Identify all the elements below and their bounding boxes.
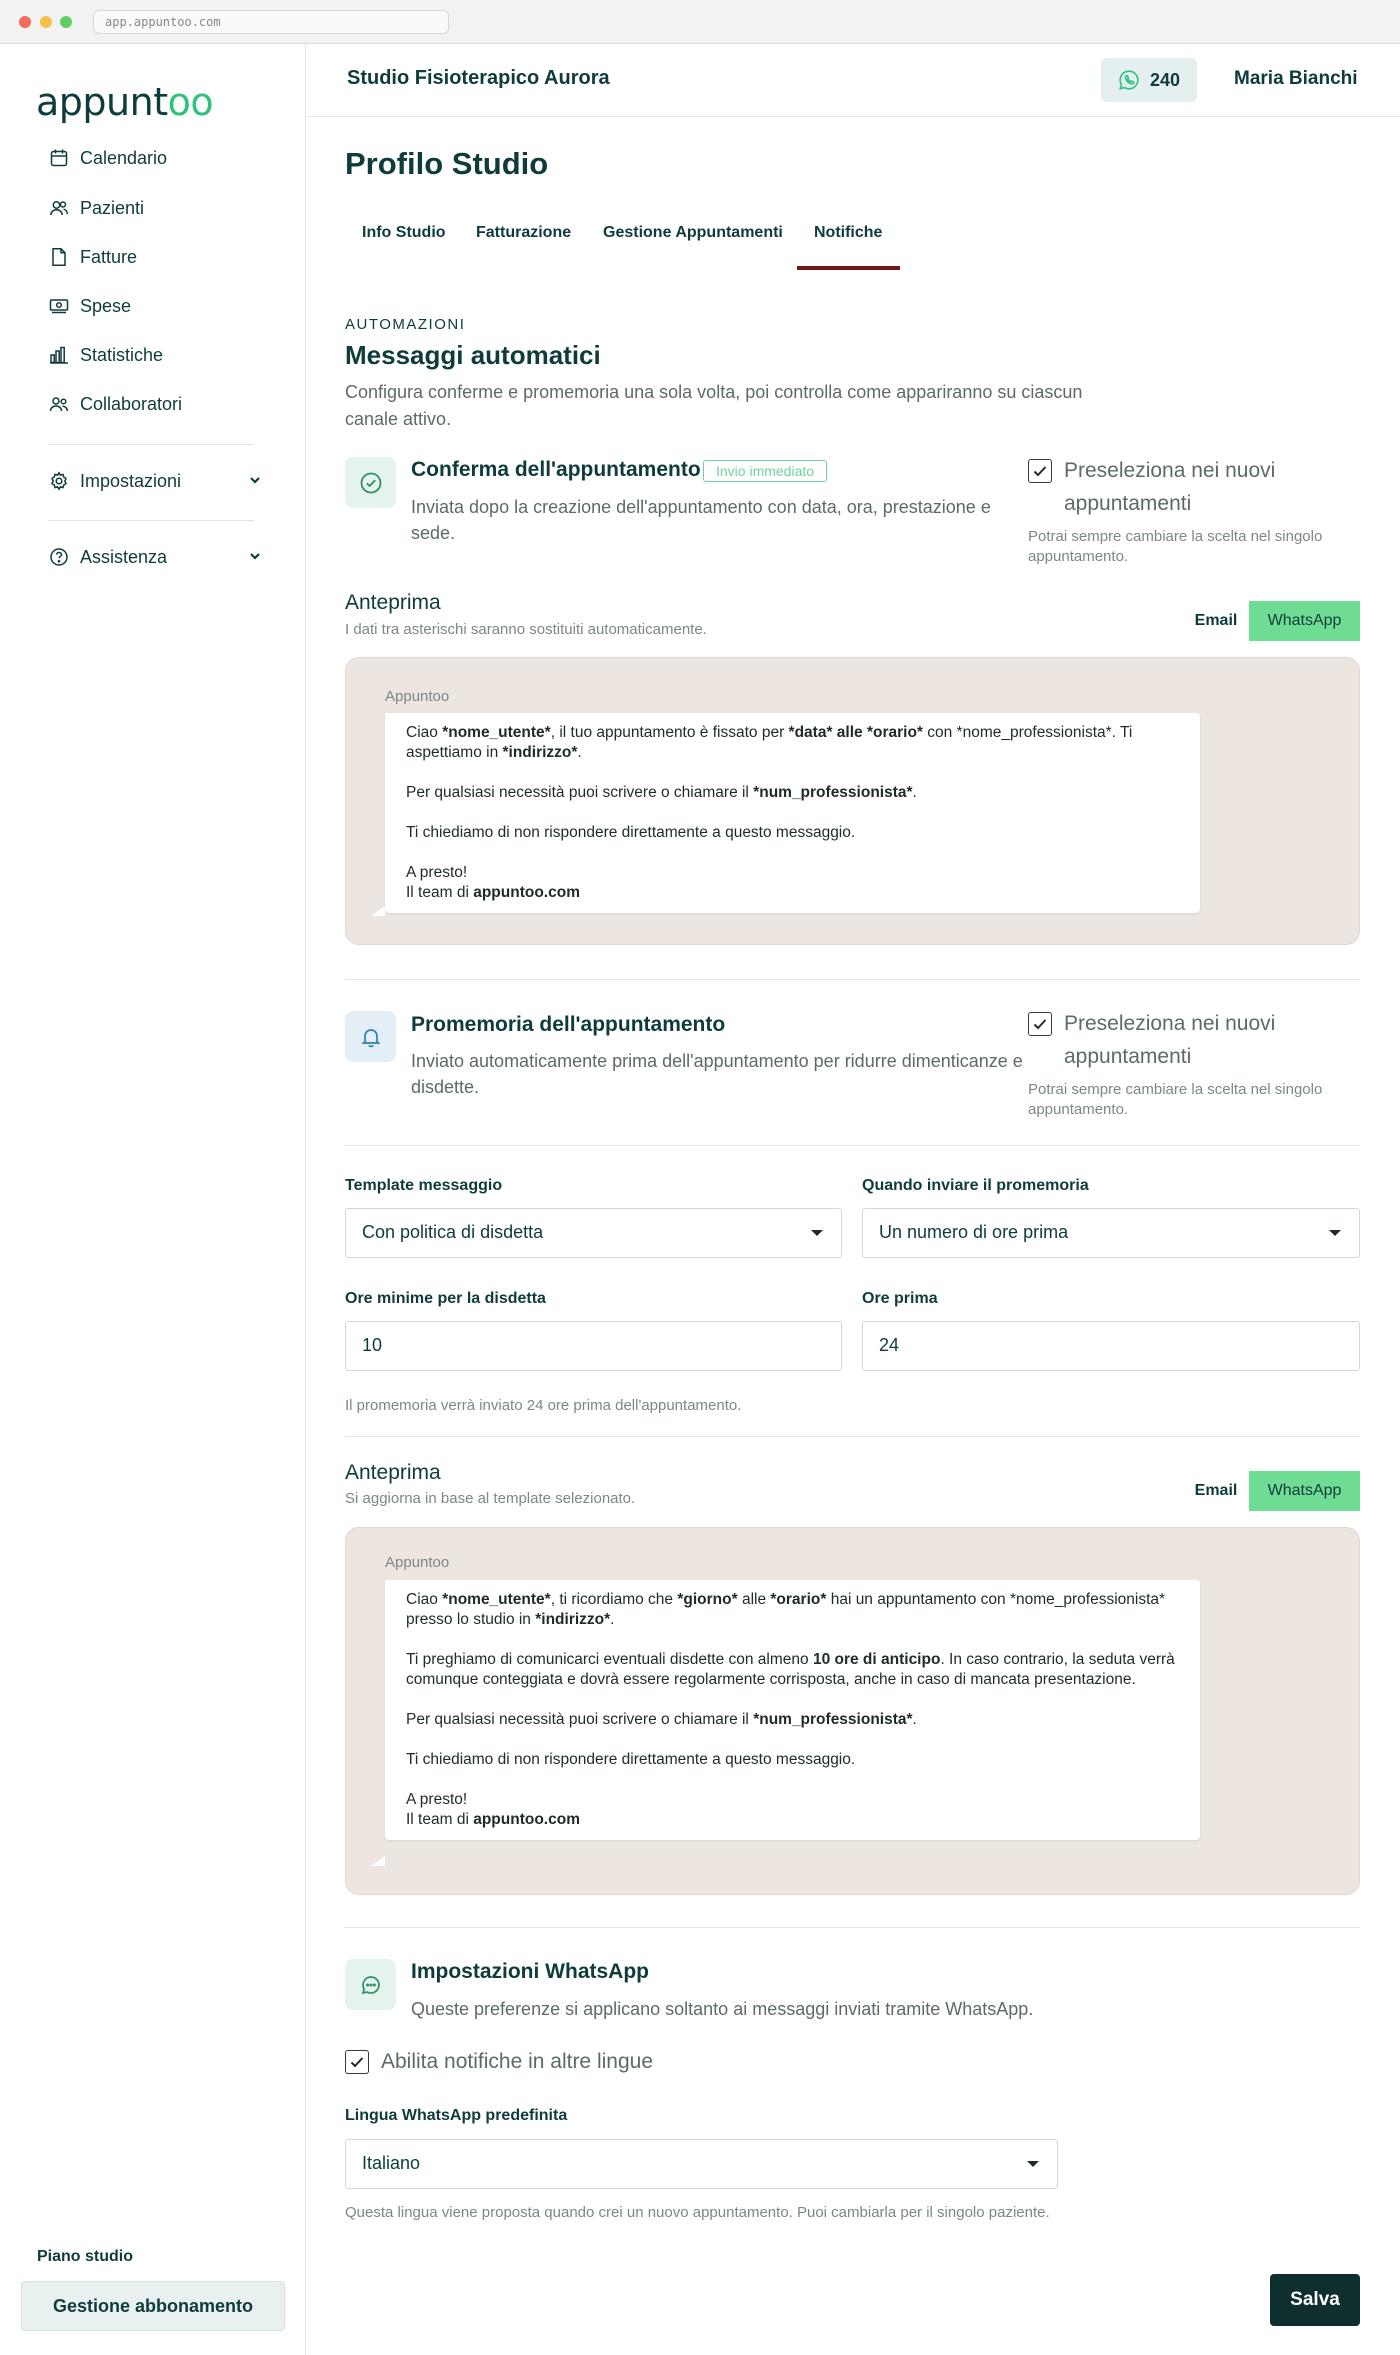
sidebar-item-assistenza[interactable]: [48, 542, 264, 572]
chevron-down-icon: [248, 471, 262, 492]
sidebar-item-statistiche[interactable]: [48, 340, 163, 370]
confirmation-preview-title: Anteprima: [345, 591, 441, 614]
whatsapp-settings-description: Queste preferenze si applicano soltanto ai messaggi inviati tramite WhatsApp.: [411, 1999, 1034, 2019]
window-maximize-button[interactable]: [60, 16, 72, 28]
immediate-send-badge: Invio immediato: [703, 460, 827, 482]
window-minimize-button[interactable]: [40, 16, 52, 28]
template-label: Template messaggio: [345, 1177, 503, 1194]
tab-fatturazione[interactable]: Fatturazione: [476, 224, 572, 241]
sidebar: [0, 44, 306, 2355]
reminder-help-text: Il promemoria verrà inviato 24 ore prima dell'appuntamento.: [345, 1397, 742, 1414]
reminder-preview-subtitle: Si aggiorna in base al template selezionato.: [345, 1490, 636, 1507]
section-kicker: AUTOMAZIONI: [345, 316, 466, 333]
sidebar-item-fatture[interactable]: [48, 242, 137, 272]
reminder-message-bubble: [385, 1580, 1200, 1840]
min-hours-label: Ore minime per la disdetta: [345, 1290, 546, 1307]
message-signoff: A presto! Il team di appuntoo.com: [406, 864, 580, 901]
section-description: Configura conferme e promemoria una sola volta, poi controlla come appariranno su ciascun canale attivo.: [345, 382, 1083, 429]
reminder-preview-title: Anteprima: [345, 1461, 441, 1484]
confirmation-preview-box: [345, 657, 1360, 945]
save-button[interactable]: Salva: [1270, 2274, 1360, 2326]
message-paragraph: Ti chiediamo di non rispondere direttamente a questo messaggio.: [406, 1751, 856, 1768]
language-help-text: Questa lingua viene proposta quando crei un nuovo appuntamento. Puoi cambiarla per il singolo paziente.: [345, 2204, 1050, 2221]
caret-down-icon: [1329, 1230, 1341, 1236]
chat-bubble-icon: [360, 1974, 382, 1996]
language-select-value: Italiano: [362, 2153, 421, 2173]
reminder-preselect-note: Potrai sempre cambiare la scelta nel singolo appuntamento.: [1028, 1081, 1323, 1118]
user-menu[interactable]: Maria Bianchi: [1234, 68, 1358, 89]
section-divider: [345, 1436, 1360, 1437]
reminder-preselect-label[interactable]: Preseleziona nei nuovi appuntamenti: [1064, 1012, 1276, 1068]
calendar-icon: [48, 147, 70, 169]
confirmation-preselect-checkbox[interactable]: [1028, 459, 1052, 483]
banknote-icon: [48, 295, 70, 317]
message-sender: Appuntoo: [385, 688, 450, 705]
checkmark-icon: [349, 2054, 365, 2070]
whatsapp-credits-badge[interactable]: [1101, 58, 1197, 102]
checkmark-icon: [1032, 1016, 1048, 1032]
active-tab-indicator: [797, 266, 900, 270]
message-paragraph: Ti preghiamo di comunicarci eventuali disdette con almeno 10 ore di anticipo. In caso contrario, la seduta verrà comunque conteggiata e dovrà essere regolarmente corrisposta, anche in caso di mancata presentazione.: [406, 1651, 1175, 1688]
sidebar-item-label: Pazienti: [80, 197, 145, 218]
reminder-preselect-checkbox[interactable]: [1028, 1012, 1052, 1036]
sidebar-item-impostazioni[interactable]: [48, 466, 264, 496]
check-circle-icon: [359, 471, 383, 495]
sidebar-item-label: Impostazioni: [80, 470, 182, 491]
language-label: Lingua WhatsApp predefinita: [345, 2107, 568, 2124]
bubble-tail: [371, 1856, 385, 1866]
bubble-tail: [371, 906, 385, 916]
chevron-down-icon: [248, 547, 262, 568]
confirmation-title: Conferma dell'appuntamento: [411, 458, 701, 481]
sidebar-item-label: Spese: [80, 295, 132, 316]
message-paragraph: Ciao *nome_utente*, ti ricordiamo che *giorno* alle *orario* hai un appuntamento con *nome_professionista* presso lo studio in *indirizzo*.: [406, 1591, 1166, 1628]
tab-notifiche[interactable]: Notifiche: [814, 224, 883, 241]
tab-info-studio[interactable]: Info Studio: [362, 224, 446, 241]
confirmation-description: Inviata dopo la creazione dell'appuntamento con data, ora, prestazione e sede.: [411, 497, 991, 543]
when-select-value: Un numero di ore prima: [879, 1222, 1069, 1242]
bell-icon: [360, 1026, 382, 1048]
team-icon: [48, 393, 70, 415]
section-divider: [345, 1145, 1360, 1146]
confirmation-channel-email[interactable]: Email: [1194, 612, 1238, 629]
sidebar-item-label: Collaboratori: [80, 393, 183, 414]
reminder-title: Promemoria dell'appuntamento: [411, 1013, 726, 1036]
plan-label: Piano studio: [37, 2248, 133, 2265]
reminder-icon-tile: [345, 1011, 396, 1062]
page-title: Profilo Studio: [345, 146, 549, 181]
template-select-value: Con politica di disdetta: [362, 1222, 544, 1242]
whatsapp-settings-title: Impostazioni WhatsApp: [411, 1960, 649, 1983]
manage-subscription-button[interactable]: Gestione abbonamento: [21, 2281, 285, 2331]
whatsapp-icon: [1118, 69, 1140, 91]
reminder-description: Inviato automaticamente prima dell'appuntamento per ridurre dimenticanze e disdette.: [411, 1051, 1023, 1097]
sidebar-divider: [48, 520, 254, 521]
message-paragraph: Ti chiediamo di non rispondere direttamente a questo messaggio.: [406, 824, 856, 841]
min-hours-input[interactable]: 10: [345, 1321, 842, 1371]
confirmation-preview-subtitle: I dati tra asterischi saranno sostituiti automaticamente.: [345, 621, 707, 638]
when-label: Quando inviare il promemoria: [862, 1177, 1089, 1194]
message-paragraph: Per qualsiasi necessità puoi scrivere o chiamare il *num_professionista*.: [406, 1711, 917, 1728]
sidebar-item-collaboratori[interactable]: [48, 389, 182, 419]
reminder-channel-whatsapp[interactable]: WhatsApp: [1249, 1471, 1360, 1511]
language-select[interactable]: [345, 2139, 1058, 2189]
checkmark-icon: [1032, 463, 1048, 479]
confirmation-preselect-label[interactable]: Preseleziona nei nuovi appuntamenti: [1064, 459, 1276, 515]
section-title: Messaggi automatici: [345, 340, 601, 370]
reminder-channel-email[interactable]: Email: [1194, 1482, 1238, 1499]
gear-icon: [48, 470, 70, 492]
confirmation-icon-tile: [345, 457, 396, 508]
sidebar-item-pazienti[interactable]: [48, 193, 144, 223]
other-languages-label[interactable]: Abilita notifiche in altre lingue: [381, 2050, 653, 2073]
sidebar-item-spese[interactable]: [48, 291, 131, 321]
caret-down-icon: [1027, 2161, 1039, 2167]
confirmation-preselect-note: Potrai sempre cambiare la scelta nel singolo appuntamento.: [1028, 528, 1323, 565]
caret-down-icon: [811, 1230, 823, 1236]
browser-chrome: [0, 0, 1400, 44]
message-paragraph: Ciao *nome_utente*, il tuo appuntamento è fissato per *data* alle *orario* con *nome_professionista*. Ti aspettiamo in *indirizzo*.: [406, 724, 1133, 761]
document-icon: [48, 246, 70, 268]
top-bar: [307, 44, 1400, 117]
bar-chart-icon: [48, 344, 70, 366]
studio-name: Studio Fisioterapico Aurora: [347, 67, 610, 89]
other-languages-checkbox[interactable]: [345, 2050, 369, 2074]
users-icon: [48, 197, 70, 219]
when-select[interactable]: [862, 1208, 1360, 1258]
message-signoff: A presto! Il team di appuntoo.com: [406, 1791, 580, 1828]
template-select[interactable]: [345, 1208, 842, 1258]
sidebar-item-label: Fatture: [80, 246, 138, 267]
logo[interactable]: appuntoo: [36, 80, 214, 124]
sidebar-item-label: Assistenza: [80, 546, 168, 567]
tab-gestione-appuntamenti[interactable]: Gestione Appuntamenti: [603, 224, 783, 241]
sidebar-divider: [48, 444, 254, 445]
help-circle-icon: [48, 546, 70, 568]
confirmation-channel-whatsapp[interactable]: WhatsApp: [1249, 601, 1360, 641]
message-paragraph: Per qualsiasi necessità puoi scrivere o chiamare il *num_professionista*.: [406, 784, 917, 801]
address-bar[interactable]: app.appuntoo.com: [93, 10, 449, 34]
section-divider: [345, 1927, 1360, 1928]
whatsapp-credits-count: 240: [1149, 69, 1181, 90]
sidebar-item-calendario[interactable]: [48, 143, 167, 173]
message-sender: Appuntoo: [385, 1554, 450, 1571]
sidebar-item-label: Statistiche: [80, 344, 164, 365]
reminder-preview-box: [345, 1527, 1360, 1895]
sidebar-item-label: Calendario: [80, 147, 168, 168]
section-divider: [345, 979, 1360, 980]
hours-before-input[interactable]: 24: [862, 1321, 1360, 1371]
confirmation-message-bubble: [385, 713, 1200, 913]
whatsapp-settings-icon-tile: [345, 1959, 396, 2010]
window-close-button[interactable]: [19, 16, 31, 28]
hours-before-label: Ore prima: [862, 1290, 938, 1307]
